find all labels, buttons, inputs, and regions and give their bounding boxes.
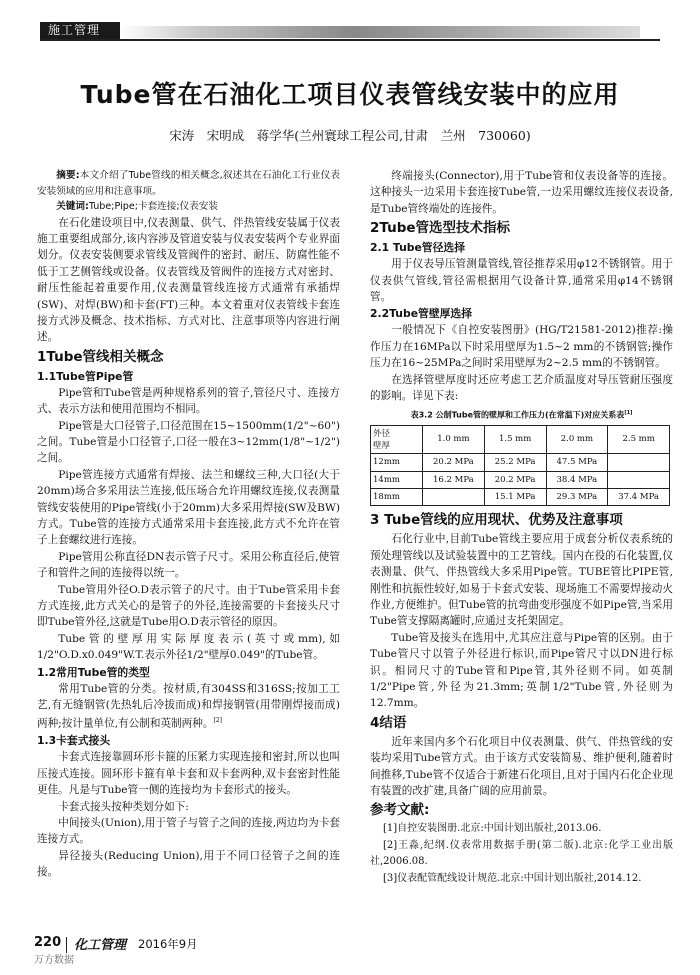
right-column: [370, 168, 673, 887]
paragraph: Pipe管连接方式通常有焊接、法兰和螺纹三种,大口径(大于20mm)场合多采用法兰连接,低压场合允许用螺纹连接,仪表测量管线安装使用的Pipe管线(小于20mm)大多采用焊接(SW及BW)方式。Tube管的连接方式通常采用卡套连接,此方式不允许在管子上套螺纹进行连接。: [37, 468, 340, 547]
table-header-corner: 外径 壁厚: [371, 426, 423, 454]
keywords: 关键词:Tube;Pipe;卡套连接;仪表安装: [56, 201, 218, 212]
table-cell: 20.2 MPa: [484, 471, 546, 488]
table-cell: [423, 488, 485, 505]
article-title: Tube管在石油化工项目仪表管线安装中的应用: [80, 80, 620, 109]
section-tag-label: 施工管理: [48, 23, 101, 37]
reference-item: [2]王淼,纪纲.仪表常用数据手册(第二版).北京:化学工业出版社,2006.08.: [370, 839, 673, 868]
reference-item: [1]自控安装图册.北京:中国计划出版社,2013.06.: [383, 823, 602, 835]
table-cell-od: 14mm: [371, 471, 423, 488]
table-col-header: 1.5 mm: [484, 426, 546, 454]
section-3-heading: 3 Tube管线的应用现状、优势及注意事项: [370, 512, 623, 529]
header-decoration: [120, 26, 640, 38]
paragraph: 石化行业中,目前Tube管线主要应用于成套分析仪表系统的预处理管线以及试验装置中的工艺管线。国内在役的石化装置,仪表测量、供气、伴热管线大多采用Pipe管。TUBE管比PIPE管,刚性和抗振性较好,如易于卡套式安装、现场施工不需要焊接动火作业,方便维护。但Tube管的抗弯曲变形强度不如Pipe管,当采用Tube管支撑隔离罐时,应通过支托架固定。: [370, 533, 673, 628]
pressure-table: [370, 425, 670, 506]
paragraph: 卡套式接头按种类划分如下:: [58, 800, 189, 813]
paragraph: 用于仪表导压管测量管线,管径推荐采用φ12不锈钢管。用于仪表供气管线,管径需根据用气设备计算,通常采用φ14不锈钢管。: [370, 258, 673, 304]
paragraph: 中间接头(Union),用于管子与管子之间的连接,两边均为卡套连接方式。: [37, 817, 340, 846]
table-row: [371, 454, 670, 471]
table-col-header: 1.0 mm: [423, 426, 485, 454]
reference-item: [3]仪表配管配线设计规范.北京:中国计划出版社,2014.12.: [383, 872, 642, 884]
paragraph: 常用Tube管的分类。按材质,有304SS和316SS;按加工工艺,有无缝钢管(先热轧后冷拔而成)和焊接钢管(用带刚焊接而成)两种;按计量单位,有公制和英制两种。[2]: [37, 682, 340, 730]
table-cell: [608, 454, 670, 471]
table-cell: [608, 471, 670, 488]
intro-paragraph: 在石化建设项目中,仪表测量、供气、伴热管线安装属于仪表施工重要组成部分,该内容涉及管道安装与仪表安装两个专业界面划分。仪表安装侧要求管线及管阀件的密封、耐压、防腐性能不低于工艺侧管线或设备。仪表管线及管阀件的连接方式对密封、耐压性能起着重要作用,仪表测量管线连接方式通常有承插焊(SW)、对焊(BW)和卡套(FT)三种。本文着重对仪表管线卡套连接方式涉及概念、技术指标、方式对比、注意事项等内容进行阐述。: [37, 216, 340, 344]
table-cell: 20.2 MPa: [423, 454, 485, 471]
table-col-header: 2.5 mm: [608, 426, 670, 454]
issue-date: 2016年9月: [138, 937, 198, 951]
abstract: 摘要:本文介绍了Tube管线的相关概念,叙述其在石油化工行业仪表安装领域的应用和注意事项。: [37, 170, 340, 197]
table-cell: 47.5 MPa: [546, 454, 608, 471]
table-cell: 25.2 MPa: [484, 454, 546, 471]
section-1-3-heading: 1.3卡套式接头: [37, 734, 111, 748]
left-column: [37, 168, 340, 881]
table-row: [371, 471, 670, 488]
paragraph: Pipe管是大口径管子,口径范围在15~1500mm(1/2"~60")之间。Tube管是小口径管子,口径一般在3~12mm(1/8"~1/2")之间。: [37, 419, 340, 465]
watermark: 万方数据: [34, 955, 74, 966]
header-rule: [40, 39, 660, 41]
table-cell: 38.4 MPa: [546, 471, 608, 488]
paragraph: Pipe管和Tube管是两种规格系列的管子,管径尺寸、连接方式、表示方法和使用范围均不相同。: [37, 386, 340, 416]
section-2-2-heading: 2.2Tube管壁厚选择: [370, 307, 473, 321]
paragraph: 一般情况下《自控安装图册》(HG/T21581-2012)推荐:操作压力在16MPa以下时采用壁厚为1.5~2 mm的不锈钢管;操作压力在16~25MPa之间时采用壁厚为2~2.5 mm的不锈钢管。: [370, 324, 673, 370]
table-row: [371, 488, 670, 505]
section-1-heading: 1Tube管线相关概念: [37, 348, 164, 365]
paragraph: 卡套式连接靠圆环形卡箍的压紧力实现连接和密封,所以也叫压接式连接。圆环形卡箍有单卡套和双卡套两种,双卡套密封性能更佳。凡是与Tube管一侧的连接均为卡套形式的接头。: [37, 751, 340, 797]
paragraph: 异径接头(Reducing Union),用于不同口径管子之间的连接。: [37, 849, 340, 879]
section-1-2-heading: 1.2常用Tube管的类型: [37, 665, 150, 679]
paragraph: 在选择管壁厚度时还应考虑工艺介质温度对导压管耐压强度的影响。详见下表:: [370, 373, 673, 403]
references-heading: 参考文献:: [370, 802, 430, 819]
table-cell-od: 12mm: [371, 454, 423, 471]
paragraph: Pipe管用公称直径DN表示管子尺寸。采用公称直径后,使管子和管件之间的连接得以统一。: [37, 550, 340, 580]
paragraph: Tube管的壁厚用实际厚度表示(英寸或mm),如1/2"O.D.x0.049"W.T.表示外径1/2"壁厚0.049"的Tube管。: [37, 632, 340, 662]
section-1-1-heading: 1.1Tube管Pipe管: [37, 369, 134, 383]
paragraph: Tube管用外径O.D表示管子的尺寸。由于Tube管采用卡套方式连接,此方式关心的是管子的外径,连接需要的卡套接头尺寸即Tube管外径,这就是Tube用O.D表示管径的原因。: [37, 583, 340, 629]
journal-logo: 化工管理: [74, 938, 127, 953]
page-number: 220: [34, 935, 62, 950]
page-footer: [30, 935, 430, 965]
paragraph: 终端接头(Connector),用于Tube管和仪表设备等的连接。这种接头一边采用卡套连接Tube管,一边采用螺纹连接仪表设备,是Tube管终端处的连接件。: [370, 170, 673, 215]
table-caption: 表3.2 公制Tube管的壁厚和工作压力(在常温下)对应关系表[1]: [410, 410, 633, 421]
section-2-1-heading: 2.1 Tube管径选择: [370, 241, 465, 255]
section-4-heading: 4结语: [370, 714, 407, 731]
table-cell: 16.2 MPa: [423, 471, 485, 488]
table-cell: 29.3 MPa: [546, 488, 608, 505]
paragraph: 近年来国内多个石化项目中仪表测量、供气、伴热管线的安装均采用Tube管方式。由于该方式安装简易、维护便利,随着时间推移,Tube管不仅适合于新建石化项目,且对于国内石化企业现有装置的改扩建,具备广阔的应用前景。: [370, 735, 673, 798]
table-col-header: 2.0 mm: [546, 426, 608, 454]
table-cell-od: 18mm: [371, 488, 423, 505]
section-2-heading: 2Tube管选型技术指标: [370, 220, 511, 237]
authors: 宋涛 宋明成 蒋学华(兰州寰球工程公司,甘肃 兰州 730060): [169, 128, 531, 143]
table-cell: 15.1 MPa: [484, 488, 546, 505]
section-tag: [40, 22, 120, 39]
references-list: [370, 821, 673, 887]
page-header: [0, 0, 700, 42]
table-cell: 37.4 MPa: [608, 488, 670, 505]
paragraph: Tube管及接头在选用中,尤其应注意与Pipe管的区别。由于Tube管尺寸以管子外径进行标识,而Pipe管尺寸以DN进行标识。相同尺寸的Tube管和Pipe管,其外径则不同。如英制1/2"Pipe管,外径为21.3mm;英制1/2"Tube管,外径则为12.7mm。: [370, 631, 673, 710]
citation: [2]: [213, 717, 222, 725]
